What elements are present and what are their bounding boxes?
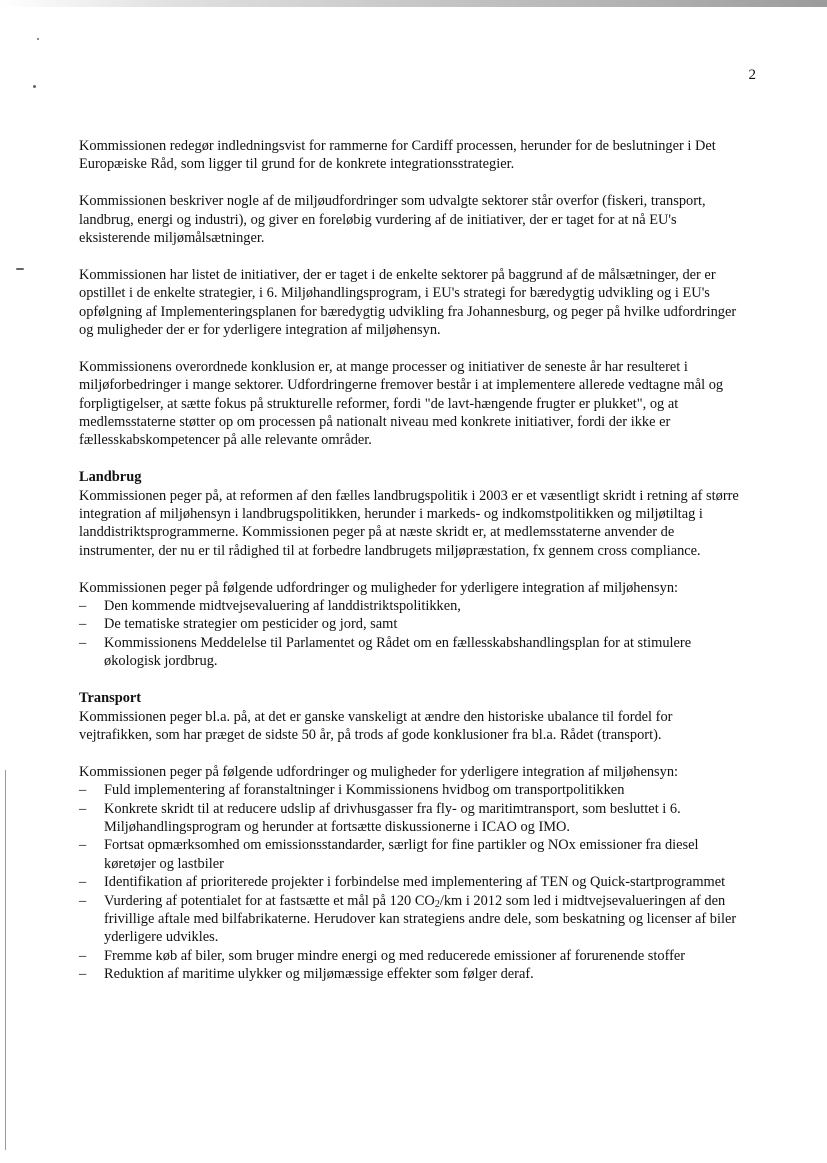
paragraph-intro-2: Kommissionen beskriver nogle af de miljøudfordringer som udvalgte sektorer står overfor (fiskeri, transport, landbrug, energi og industri), og giver en foreløbig vurdering af de initiativer, der er taget for at nå EU's eksisterende miljømålsætninger. (79, 193, 706, 247)
dash-bullet: – (79, 800, 87, 817)
page-number: 2 (748, 67, 756, 83)
list-item (79, 873, 749, 891)
list-item (79, 947, 749, 965)
scan-speck (37, 38, 39, 40)
list-item-text: Fortsat opmærksomhed om emissionsstandarder, særligt for fine partikler og NOx emissioner fra diesel køretøjer og lastbiler (104, 837, 699, 872)
section-heading-landbrug: Landbrug (79, 469, 142, 486)
list-item-text: Kommissionens Meddelelse til Parlamentet og Rådet om en fællesskabshandlingsplan for at stimulere økologisk jordbrug. (104, 634, 692, 670)
list-landbrug (79, 597, 749, 671)
list-intro-landbrug: Kommissionen peger på følgende udfordringer og muligheder for yderligere integration af miljøhensyn: (79, 579, 679, 596)
list-item-text (104, 893, 736, 946)
document-body (79, 137, 749, 984)
dash-bullet: – (79, 616, 87, 633)
dash-bullet: – (79, 837, 87, 854)
scan-margin-line (5, 770, 6, 1150)
list-item-text: Fuld implementering af foranstaltninger i Kommissionens hvidbog om transportpolitikken (104, 782, 625, 799)
list-item-text: Identifikation af prioriterede projekter i forbindelse med implementering af TEN og Quick-startprogrammet (104, 874, 726, 891)
list-transport (79, 781, 749, 983)
scan-speck (16, 268, 24, 270)
dash-bullet: – (79, 634, 87, 651)
list-item-text: Konkrete skridt til at reducere udslip af drivhusgasser fra fly- og maritimtransport, som besluttet i 6. Miljøhandlingsprogram og herunder at fortsætte diskussionerne i ICAO og IMO. (104, 800, 681, 835)
co2-text-before: Vurdering af potentialet for at fastsætte et mål på 120 CO (104, 892, 435, 909)
list-item (79, 781, 749, 799)
paragraph-transport: Kommissionen peger bl.a. på, at det er ganske vanskeligt at ændre den historiske ubalance til fordel for vejtrafikken, som har præget de sidste 50 år, på trods af gode konklusioner fra bl.a. Rådet (transport). (79, 708, 673, 743)
list-item-text: Den kommende midtvejsevaluering af landdistriktspolitikken, (104, 598, 461, 615)
dash-bullet: – (79, 782, 87, 799)
dash-bullet: – (79, 874, 87, 891)
list-item-text: Fremme køb af biler, som bruger mindre energi og med reducerede emissioner af forurenende stoffer (104, 947, 686, 964)
co2-text-after: /km i 2012 som led i midtvejsevalueringen af den frivillige aftale med bilfabrikaterne. Herudover kan strategiens andre dele, som beskatning og licenser af biler yderligere udvikles. (104, 892, 737, 946)
list-item-co2 (79, 892, 749, 947)
list-item (79, 800, 749, 837)
dash-bullet: – (79, 947, 87, 964)
scan-edge-shadow (0, 0, 827, 7)
scan-speck (33, 85, 36, 88)
paragraph-intro-4: Kommissionens overordnede konklusion er, at mange processer og initiativer de seneste år har resulteret i miljøforbedringer i mange sektorer. Udfordringerne fremover består i at implementere allerede vedtagne mål og forpligtigelser, at sætte fokus på strukturelle reformer, fordi "de lavt-hængende frugter er plukket", og at medlemsstaterne støtter op om processen på nationalt niveau med konkrete initiativer, fordi der ikke er fællesskabskompetencer på alle relevante områder. (79, 358, 724, 449)
co2-subscript: 2 (434, 898, 440, 910)
paragraph-intro-1: Kommissionen redegør indledningsvist for rammerne for Cardiff processen, herunder for de beslutninger i Det Europæiske Råd, som ligger til grund for de konkrete integrationsstrategier. (79, 138, 716, 173)
list-item (79, 965, 749, 983)
paragraph-intro-3: Kommissionen har listet de initiativer, der er taget i de enkelte sektorer på baggrund af de målsætninger, der er opstillet i de enkelte strategier, i 6. Miljøhandlingsprogram, i EU's strategi for bæredygtig udvikling og i EU's opfølgning af Implementeringsplanen for bæredygtig udvikling fra Johannesburg, og peger på hvilke udfordringer og muligheder der er for yderligere integration af miljøhensyn. (79, 266, 737, 339)
list-item-text: De tematiske strategier om pesticider og jord, samt (104, 616, 398, 633)
paragraph-landbrug: Kommissionen peger på, at reformen af den fælles landbrugspolitik i 2003 er et væsentligt skridt i retning af større integration af miljøhensyn i landbrugspolitikken, herunder i markeds- og indkomstpolitikken og miljøtiltag i landdistriktsprogrammerne. Kommissionen peger på at næste skridt er, at medlemsstaterne anvender de instrumenter, der nu er til rådighed til at forbedre landbrugets miljøpræstation, fx gennem cross compliance. (79, 487, 739, 559)
list-item (79, 836, 749, 873)
dash-bullet: – (79, 892, 87, 909)
section-heading-transport: Transport (79, 690, 142, 707)
dash-bullet: – (79, 598, 87, 615)
list-item (79, 615, 749, 633)
dash-bullet: – (79, 966, 87, 983)
list-item-text: Reduktion af maritime ulykker og miljømæssige effekter som følger deraf. (104, 966, 534, 983)
list-item (79, 597, 749, 615)
list-item (79, 634, 749, 671)
list-intro-transport: Kommissionen peger på følgende udfordringer og muligheder for yderligere integration af miljøhensyn: (79, 763, 679, 780)
